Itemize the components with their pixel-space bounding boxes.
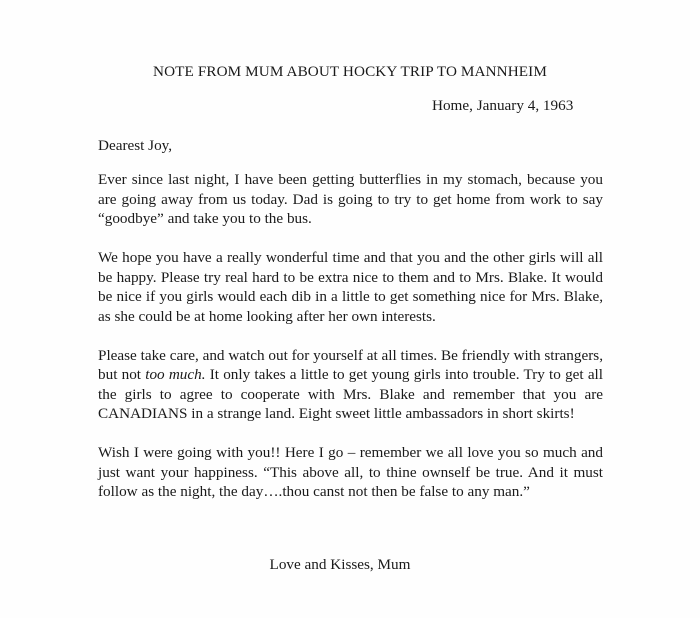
letter-closing: Love and Kisses, Mum (269, 556, 411, 573)
paragraph-1: Ever since last night, I have been getting butterflies in my stomach, because you are going away from us today. Dad is going to try to get home from work to say “goodbye” and take you to the bus. (98, 171, 603, 227)
paragraph-3 (98, 346, 603, 424)
paragraph-2: We hope you have a really wonderful time and that you and the other girls will all be happy. Please try real hard to be extra nice to them and to Mrs. Blake. It would be nice if you girls would each dib in a little to get something nice for Mrs. Blake, as she could be at home looking after her own interests. (98, 249, 603, 325)
letter-dateline: Home, January 4, 1963 (432, 97, 574, 114)
letter-salutation: Dearest Joy, (98, 137, 173, 154)
paragraph-3-part-1: Please take care, and watch out for yourself at all times. Be friendly with strangers, but not (98, 346, 603, 383)
paragraph-3-emphasis: too much. (145, 366, 206, 383)
letter-title: NOTE FROM MUM ABOUT HOCKY TRIP TO MANNHEIM (153, 63, 547, 80)
paragraph-4: Wish I were going with you!! Here I go – remember we all love you so much and just want your happiness. “This above all, to thine ownself be true. And it must follow as the night, the day….thou canst not then be false to any man.” (98, 444, 603, 500)
letter-body (98, 170, 603, 521)
paragraph-3-part-2: It only takes a little to get young girls into trouble. Try to get all the girls to agree to cooperate with Mrs. Blake and remember that you are CANADIANS in a strange land. Eight sweet little ambassadors in short skirts! (98, 366, 603, 422)
